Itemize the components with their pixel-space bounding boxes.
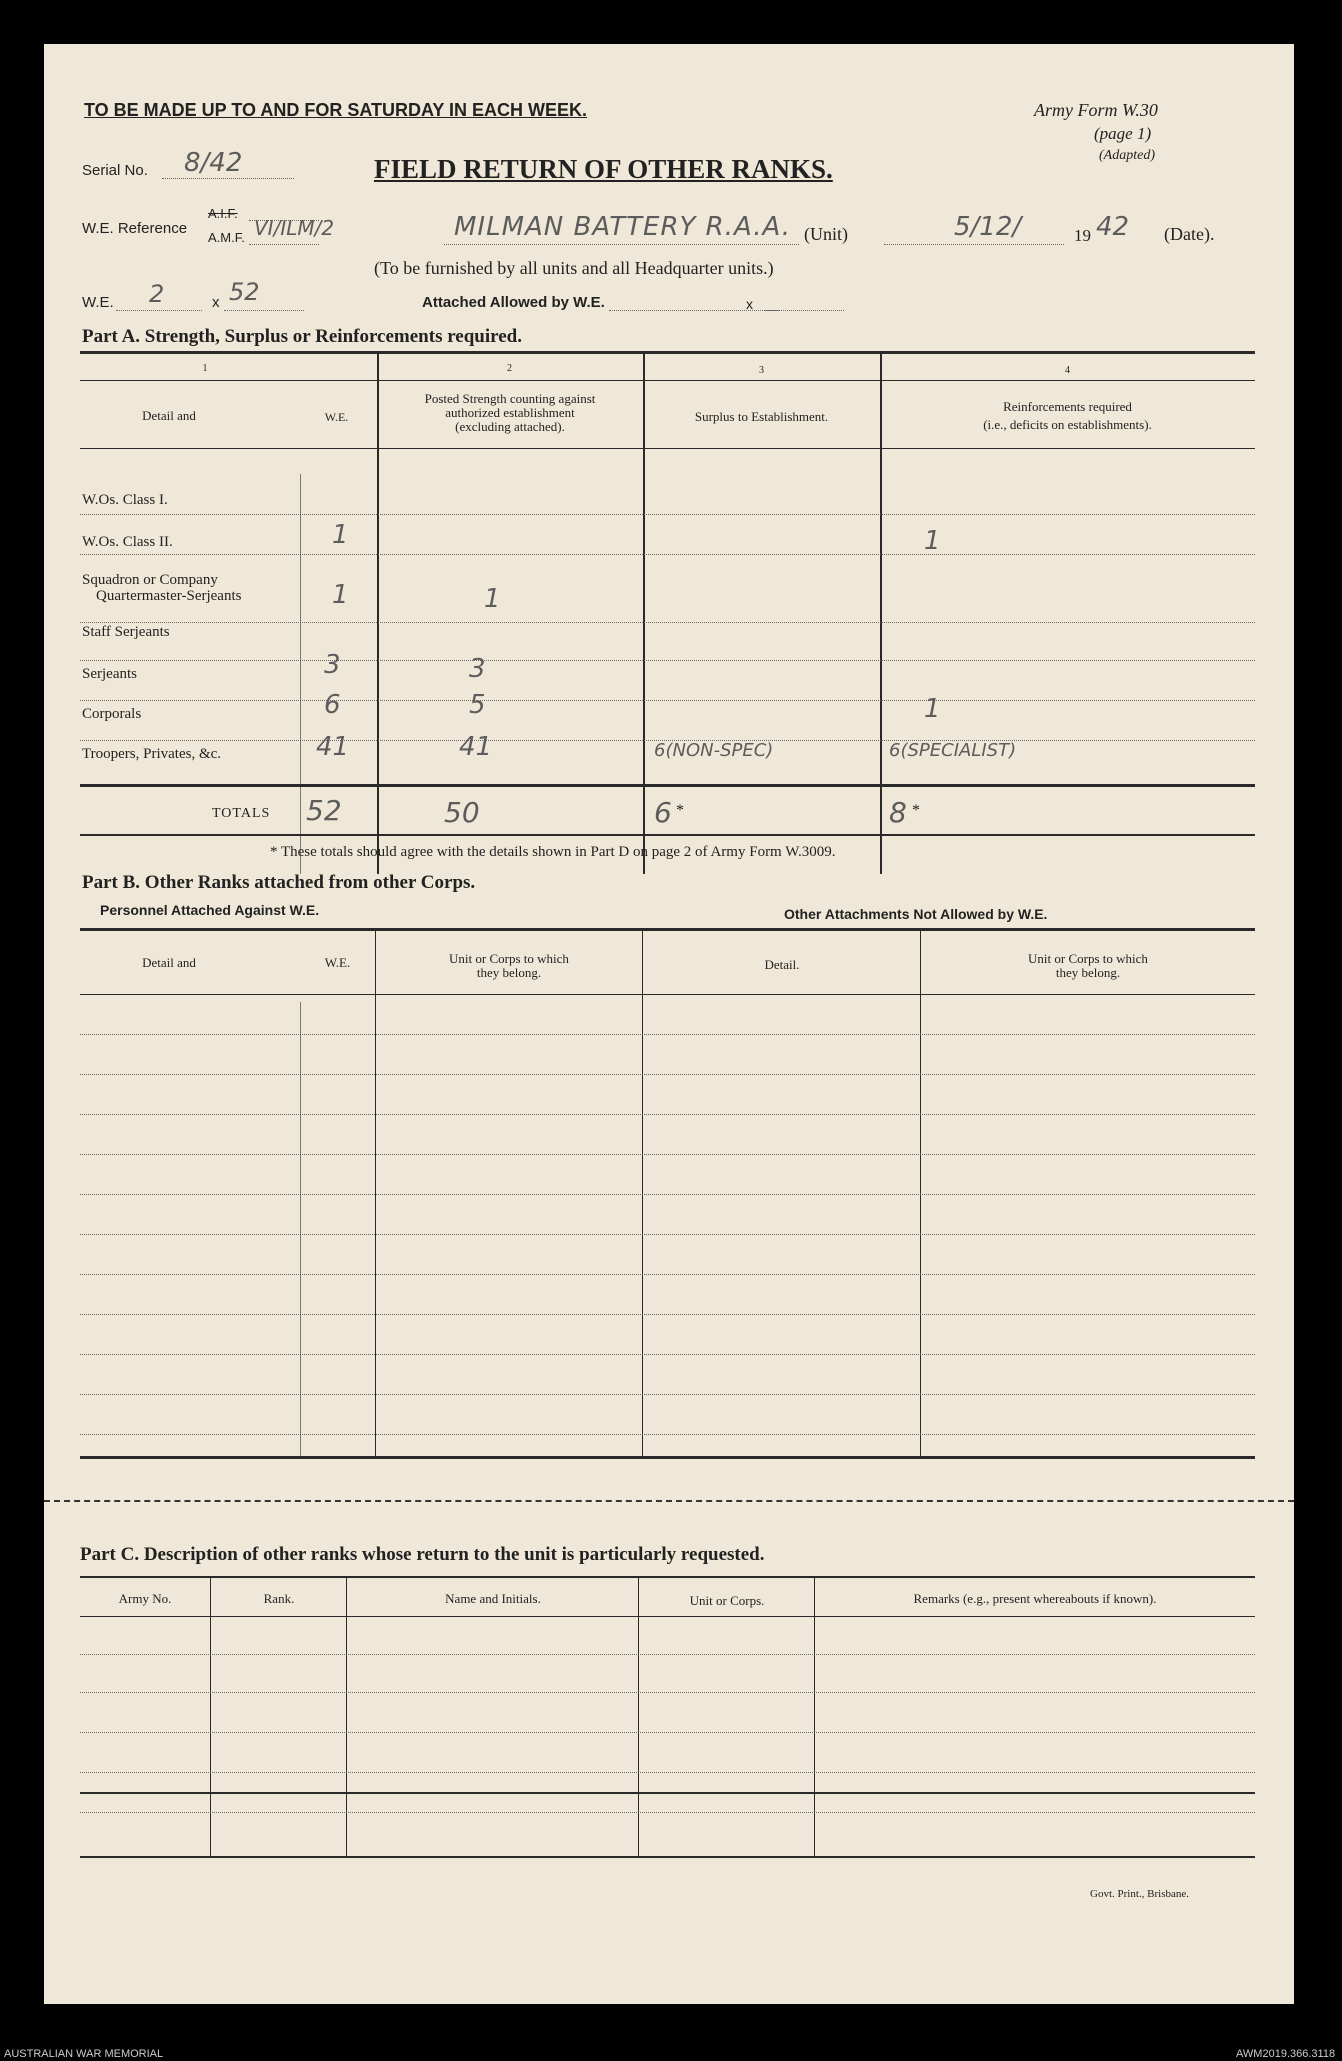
tear-line	[44, 1500, 1294, 1502]
part-b-vline-2	[642, 930, 643, 1456]
b-row-rule-7	[80, 1274, 1255, 1275]
printer-imprint: Govt. Print., Brisbane.	[1090, 1888, 1189, 1900]
unit-value: MILMAN BATTERY R.A.A.	[454, 212, 792, 242]
b-hdr-detail-2: Detail.	[764, 957, 800, 972]
hdr-surplus: Surplus to Establishment.	[694, 409, 829, 424]
part-b-vline-1	[375, 930, 376, 1456]
hdr-reinf-2: (i.e., deficits on establishments).	[983, 417, 1152, 432]
row-reinf: 6(SPECIALIST)	[889, 740, 1017, 761]
row-surplus: 6(NON-SPEC)	[654, 740, 774, 761]
row-reinf: 1	[924, 526, 941, 556]
b-row-rule-2	[80, 1074, 1255, 1075]
totals-footnote: * These totals should agree with the details shown in Part D on page 2 of Army Form W.3009.	[270, 844, 836, 860]
row-label: Serjeants	[82, 666, 137, 682]
year-value: 42	[1096, 212, 1130, 242]
totals-surplus: 6	[654, 796, 672, 829]
row-label: W.Os. Class I.	[82, 492, 168, 508]
totals-reinf-star: *	[912, 802, 920, 819]
row-label: Staff Serjeants	[82, 624, 170, 640]
c-hdr-remarks: Remarks (e.g., present whereabouts if known).	[913, 1591, 1157, 1606]
c-row-rule-2	[80, 1692, 1255, 1693]
archive-footer-left: AUSTRALIAN WAR MEMORIAL	[4, 2048, 164, 2060]
row-posted: 1	[484, 584, 501, 614]
date-line	[884, 244, 1064, 245]
b-row-rule-6	[80, 1234, 1255, 1235]
c-row-rule-3	[80, 1732, 1255, 1733]
attached-line-2	[764, 310, 844, 311]
row-posted: 5	[469, 690, 486, 720]
form-title: FIELD RETURN OF OTHER RANKS.	[374, 154, 833, 184]
part-b-vline-3	[920, 930, 921, 1456]
part-b-bottom-rule	[80, 1456, 1255, 1459]
row-label: Corporals	[82, 706, 142, 722]
row-we: 1	[332, 580, 349, 610]
part-a-title: Part A. Strength, Surplus or Reinforcements required.	[82, 326, 522, 347]
we-times: x	[212, 294, 220, 311]
we-line-1	[116, 310, 202, 311]
b-row-rule-11	[80, 1434, 1255, 1435]
row-label: W.Os. Class II.	[82, 534, 173, 550]
c-row-rule-1	[80, 1654, 1255, 1655]
amf-line	[249, 244, 319, 245]
b-row-rule-10	[80, 1394, 1255, 1395]
part-c-mid-rule	[80, 1792, 1255, 1794]
attached-allowed-label: Attached Allowed by W.E.	[422, 294, 605, 311]
part-c-vline-3	[638, 1578, 639, 1858]
part-c-hdr-rule	[80, 1616, 1255, 1617]
unit-label: (Unit)	[804, 224, 848, 244]
b-hdr-we: W.E.	[324, 955, 351, 970]
part-b-hdr-rule	[80, 994, 1255, 995]
hdr-detail: Detail and	[142, 408, 196, 423]
row-we: 3	[324, 650, 341, 680]
form-adapted: (Adapted)	[1099, 148, 1155, 163]
archive-footer-right: AWM2019.366.3118	[1236, 2048, 1336, 2060]
part-b-top-rule	[80, 928, 1255, 931]
c-hdr-name: Name and Initials.	[445, 1591, 541, 1606]
col-num-1: 1	[202, 363, 208, 374]
serial-label: Serial No.	[82, 162, 148, 179]
b-row-rule-5	[80, 1194, 1255, 1195]
amf-value: VI/ILM/2	[254, 216, 335, 240]
form-page	[44, 44, 1294, 2004]
col-num-3: 3	[759, 365, 764, 376]
c-row-rule-5	[80, 1812, 1255, 1813]
b-row-rule-3	[80, 1114, 1255, 1115]
amf-label: A.M.F.	[208, 230, 245, 245]
part-c-vline-1	[210, 1578, 211, 1858]
b-hdr-unit-1: Unit or Corps to which	[449, 951, 569, 966]
row-label-2: Quartermaster-Serjeants	[96, 588, 242, 604]
totals-reinf: 8	[889, 796, 907, 829]
we-line-2	[224, 310, 304, 311]
col-num-4: 4	[1065, 365, 1070, 376]
row-we: 1	[332, 520, 349, 550]
row-rule-3	[80, 622, 1255, 623]
row-rule-2	[80, 554, 1255, 555]
row-we: 6	[324, 690, 341, 720]
date-label: (Date).	[1164, 224, 1215, 244]
weekly-instruction: TO BE MADE UP TO AND FOR SATURDAY IN EACH WEEK.	[84, 100, 588, 120]
furnish-note: (To be furnished by all units and all Headquarter units.)	[374, 258, 774, 278]
totals-surplus-star: *	[676, 802, 684, 819]
c-hdr-army-no: Army No.	[118, 1591, 172, 1606]
part-b-title: Part B. Other Ranks attached from other Corps.	[82, 872, 476, 893]
hdr-reinf-1: Reinforcements required	[1003, 399, 1132, 414]
part-c-vline-2	[346, 1578, 347, 1858]
b-hdr-unit-2: they belong.	[476, 965, 542, 980]
row-posted: 3	[469, 654, 486, 684]
part-c-top-rule	[80, 1576, 1255, 1578]
b-hdr-unit2-1: Unit or Corps to which	[1028, 951, 1148, 966]
row-rule-4	[80, 660, 1255, 661]
attached-times: x	[746, 296, 753, 312]
row-label: Troopers, Privates, &c.	[82, 746, 222, 762]
col-num-2: 2	[507, 363, 512, 374]
part-a-vline-4	[880, 354, 882, 874]
b-row-rule-8	[80, 1314, 1255, 1315]
b-row-rule-9	[80, 1354, 1255, 1355]
part-b-vline-we	[300, 1002, 301, 1456]
part-c-bottom-rule	[80, 1856, 1255, 1858]
hdr-we: W.E.	[324, 410, 349, 424]
year-prefix: 19	[1074, 226, 1091, 245]
row-posted: 41	[459, 732, 493, 762]
part-a-num-rule	[80, 380, 1255, 381]
hdr-posted-3: (excluding attached).	[455, 419, 565, 434]
row-rule-1	[80, 514, 1255, 515]
part-a-top-rule	[80, 351, 1255, 354]
c-row-rule-4	[80, 1772, 1255, 1773]
we-label: W.E.	[82, 294, 114, 311]
part-b-left-sub: Personnel Attached Against W.E.	[100, 902, 320, 918]
we-value-1: 2	[149, 280, 165, 308]
b-row-rule-1	[80, 1034, 1255, 1035]
part-a-totals-rule	[80, 834, 1255, 836]
totals-label: TOTALS	[212, 806, 271, 821]
totals-we: 52	[306, 794, 342, 827]
c-hdr-rank: Rank.	[263, 1591, 295, 1606]
totals-posted: 50	[444, 796, 480, 829]
part-c-vline-4	[814, 1578, 815, 1858]
attached-line-1	[609, 310, 779, 311]
we-reference-label: W.E. Reference	[82, 220, 188, 237]
row-we: 41	[316, 732, 350, 762]
b-row-rule-4	[80, 1154, 1255, 1155]
part-a-vline-3	[643, 354, 645, 874]
serial-value: 8/42	[184, 148, 243, 178]
form-number: Army Form W.30	[1034, 100, 1158, 120]
part-a-vline-2	[377, 354, 379, 874]
hdr-posted-2: authorized establishment	[445, 405, 575, 420]
row-rule-5	[80, 700, 1255, 701]
b-hdr-unit2-2: they belong.	[1055, 965, 1121, 980]
part-c-title: Part C. Description of other ranks whose return to the unit is particularly requested.	[80, 1544, 765, 1565]
row-label: Squadron or Company	[82, 572, 218, 588]
form-page-number: (page 1)	[1094, 124, 1152, 143]
aif-label: A.I.F.	[208, 206, 238, 221]
hdr-posted-1: Posted Strength counting against	[424, 391, 596, 406]
we-value-2: 52	[229, 278, 260, 306]
part-a-rows-end-rule	[80, 784, 1255, 787]
part-a-vline-we	[300, 474, 301, 874]
row-reinf: 1	[924, 694, 941, 724]
date-value: 5/12/	[954, 212, 1022, 242]
b-hdr-detail: Detail and	[142, 955, 196, 970]
serial-line	[162, 178, 294, 179]
part-a-hdr-rule	[80, 448, 1255, 449]
c-hdr-unit: Unit or Corps.	[689, 1593, 765, 1608]
part-b-right-sub: Other Attachments Not Allowed by W.E.	[784, 906, 1048, 922]
unit-line	[444, 244, 799, 245]
